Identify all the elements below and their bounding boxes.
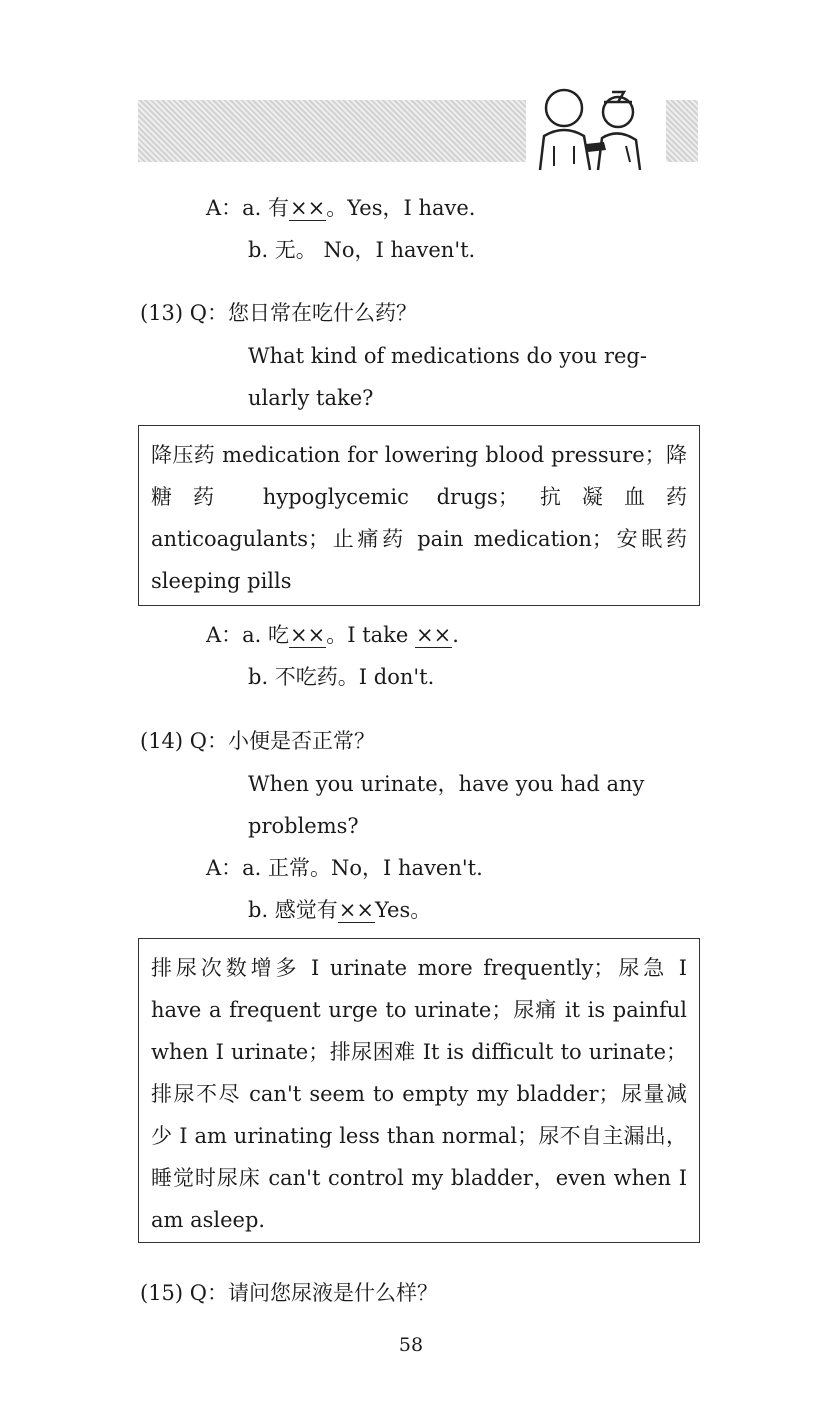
- q13-english-line2: ularly take?: [248, 386, 374, 410]
- q15-question: (15) Q：请问您尿液是什么样？: [140, 1281, 438, 1305]
- q13-answer-a: A：a. 吃××。I take ××.: [206, 623, 459, 647]
- q14-english-line1: When you urinate，have you had any: [248, 772, 645, 796]
- q14-english-line2: problems?: [248, 814, 359, 838]
- q14-question: (14) Q：小便是否正常？: [140, 729, 375, 753]
- doctor-patient-illustration: [526, 86, 666, 176]
- q13-english-line1: What kind of medications do you reg-: [248, 344, 647, 368]
- page-number: 58: [398, 1334, 424, 1356]
- q14-answer-a: A：a. 正常。No，I haven't.: [206, 856, 483, 880]
- q13-answer-b: b. 不吃药。I don't.: [248, 665, 435, 689]
- q13-vocabulary-box: 降压药 medication for lowering blood pressure；降糖药 hypoglycemic drugs；抗凝血药 anticoagulants；止痛药 pain medication；安眠药 sleeping pills: [138, 425, 700, 606]
- q14-symptom-box: 排尿次数增多 I urinate more frequently；尿急 I have a frequent urge to urinate；尿痛 it is painful when I urinate；排尿困难 It is difficult to urinate；排尿不尽 can't seem to empty my bladder；尿量减少 I am urinating less than normal；尿不自主漏出，睡觉时尿床 can't control my bladder，even when I am asleep.: [138, 938, 700, 1243]
- q14-answer-b: b. 感觉有××Yes。: [248, 898, 432, 922]
- q13-question: (13) Q：您日常在吃什么药？: [140, 301, 417, 325]
- q12-answer-b: b. 无。 No，I haven't.: [248, 238, 476, 262]
- header-banner: [138, 100, 698, 162]
- q12-answer-a: A：a. 有××。Yes，I have.: [206, 196, 476, 220]
